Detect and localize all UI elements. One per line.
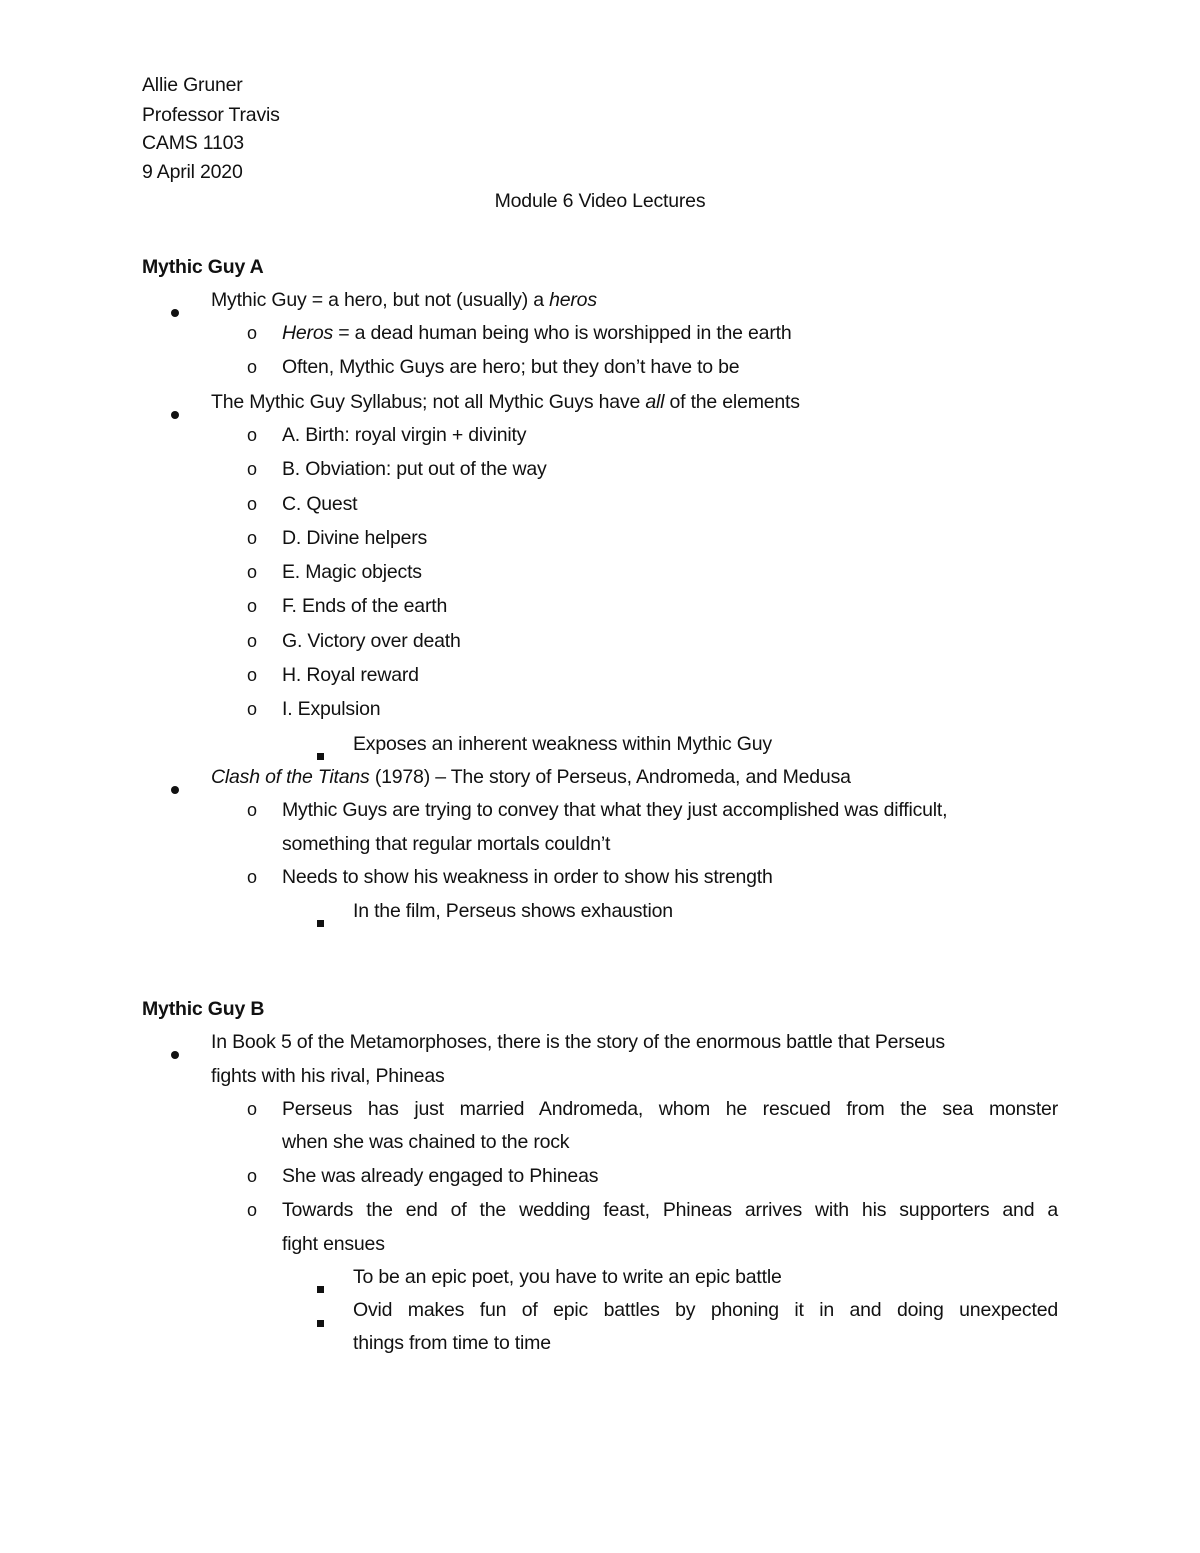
list-item: A. Birth: royal virgin + divinity (282, 424, 527, 446)
list-item: To be an epic poet, you have to write an epic battle (353, 1266, 782, 1288)
list-item: Mythic Guys are trying to convey that what they just accomplished was difficult, (282, 799, 948, 821)
document-date: 9 April 2020 (142, 161, 243, 183)
author-name: Allie Gruner (142, 74, 243, 96)
bullet-disc (171, 399, 179, 427)
course-code: CAMS 1103 (142, 132, 244, 154)
list-item-continuation: fights with his rival, Phineas (211, 1065, 445, 1087)
bullet-circle: o (247, 459, 257, 479)
list-item: E. Magic objects (282, 561, 422, 583)
document-title: Module 6 Video Lectures (494, 190, 706, 212)
list-item: D. Divine helpers (282, 527, 428, 549)
list-item: Often, Mythic Guys are hero; but they don’t have to be (282, 356, 740, 378)
bullet-circle: o (247, 357, 257, 377)
list-item: The Mythic Guy Syllabus; not all Mythic Guys have all of the elements (211, 391, 800, 413)
bullet-circle: o (247, 323, 257, 343)
bullet-square (317, 1307, 324, 1335)
list-item-continuation: when she was chained to the rock (282, 1131, 570, 1153)
bullet-circle: o (247, 1166, 257, 1186)
bullet-disc (171, 297, 179, 325)
list-item-continuation: fight ensues (282, 1233, 385, 1255)
bullet-circle: o (247, 699, 257, 719)
list-item: Heros = a dead human being who is worshipped in the earth (282, 322, 792, 344)
bullet-circle: o (247, 494, 257, 514)
bullet-square (317, 907, 324, 935)
bullet-circle: o (247, 1200, 257, 1220)
list-item: In Book 5 of the Metamorphoses, there is the story of the enormous battle that Perseus (211, 1031, 945, 1053)
bullet-circle: o (247, 800, 257, 820)
list-item: I. Expulsion (282, 698, 381, 720)
list-item: C. Quest (282, 493, 358, 515)
bullet-circle: o (247, 425, 257, 445)
list-item: Exposes an inherent weakness within Mythic Guy (353, 733, 772, 755)
section-heading-a: Mythic Guy A (142, 256, 264, 278)
list-item: H. Royal reward (282, 664, 419, 686)
bullet-circle: o (247, 1099, 257, 1119)
bullet-circle: o (247, 631, 257, 651)
list-item-continuation: things from time to time (353, 1332, 551, 1354)
bullet-disc (171, 1039, 179, 1067)
list-item-continuation: something that regular mortals couldn’t (282, 833, 611, 855)
list-item: Towards the end of the wedding feast, Phineas arrives with his supporters and a (282, 1199, 1058, 1221)
list-item: Needs to show his weakness in order to show his strength (282, 866, 773, 888)
bullet-circle: o (247, 665, 257, 685)
list-item: B. Obviation: put out of the way (282, 458, 547, 480)
bullet-circle: o (247, 528, 257, 548)
bullet-circle: o (247, 562, 257, 582)
list-item: Mythic Guy = a hero, but not (usually) a heros (211, 289, 597, 311)
bullet-square (317, 1273, 324, 1301)
list-item: Clash of the Titans (1978) – The story of Perseus, Andromeda, and Medusa (211, 766, 851, 788)
list-item: Ovid makes fun of epic battles by phoning it in and doing unexpected (353, 1299, 1058, 1321)
bullet-disc (171, 774, 179, 802)
list-item: In the film, Perseus shows exhaustion (353, 900, 673, 922)
list-item: She was already engaged to Phineas (282, 1165, 599, 1187)
list-item: F. Ends of the earth (282, 595, 448, 617)
bullet-circle: o (247, 596, 257, 616)
list-item: G. Victory over death (282, 630, 461, 652)
section-heading-b: Mythic Guy B (142, 998, 265, 1020)
professor-name: Professor Travis (142, 104, 280, 126)
list-item: Perseus has just married Andromeda, whom he rescued from the sea monster (282, 1098, 1058, 1120)
bullet-circle: o (247, 867, 257, 887)
